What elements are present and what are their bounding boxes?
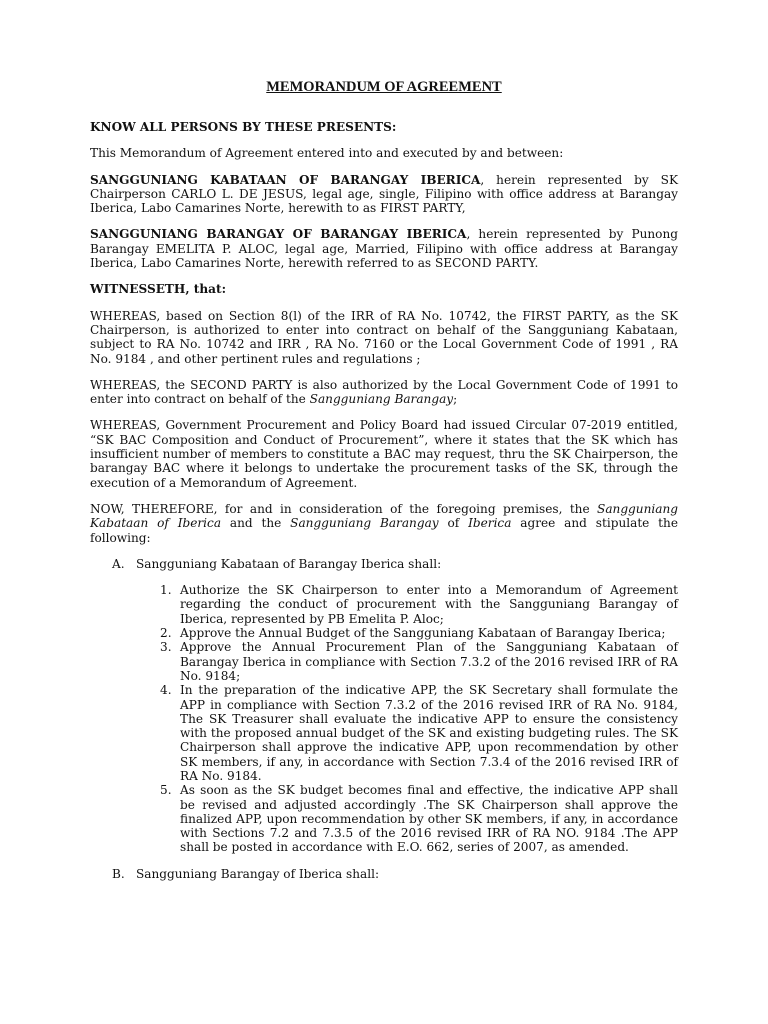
list-item	[160, 626, 678, 640]
now-therefore-text-b: and the	[221, 516, 291, 531]
section-a-title: Sangguniang Kabataan of Barangay Iberica shall:	[136, 556, 442, 571]
section-a-heading	[90, 557, 678, 571]
document-page	[90, 78, 678, 893]
now-therefore-text-c: of	[438, 516, 469, 531]
witnesseth-heading: WITNESSETH, that:	[90, 282, 227, 297]
now-therefore-italic-3: Iberica	[468, 516, 512, 531]
list-item-number: 4.	[160, 683, 172, 698]
second-party-paragraph	[90, 227, 678, 270]
whereas-paragraph-2	[90, 378, 678, 407]
list-item-text: Authorize the SK Chairperson to enter into a Memorandum of Agreement regarding the conduct of procurement with the Sangguniang Barangay of Iberica, represented by PB Emelita P. Aloc;	[180, 583, 678, 626]
section-b-letter: B.	[112, 866, 125, 881]
list-item-number: 3.	[160, 640, 172, 655]
know-all-heading: KNOW ALL PERSONS BY THESE PRESENTS:	[90, 120, 397, 134]
document-title: MEMORANDUM OF AGREEMENT	[266, 79, 502, 95]
first-party-name: SANGGUNIANG KABATAAN OF BARANGAY IBERICA	[90, 172, 481, 187]
second-party-name: SANGGUNIANG BARANGAY OF BARANGAY IBERICA	[90, 227, 467, 242]
list-item-text: Approve the Annual Budget of the Sangguniang Kabataan of Barangay Iberica;	[180, 626, 666, 641]
now-therefore-paragraph	[90, 502, 678, 545]
whereas-2-text: WHEREAS, the SECOND PARTY is also authorized by the Local Government Code of 1991 to enter into contract on behalf of the	[90, 377, 678, 407]
first-party-paragraph	[90, 173, 678, 216]
list-item-number: 1.	[160, 583, 172, 598]
now-therefore-text-d: agree and stipulate the following:	[90, 516, 678, 545]
whereas-2-end: ;	[453, 392, 458, 407]
whereas-paragraph-1: WHEREAS, based on Section 8(l) of the IRR of RA No. 10742, the FIRST PARTY, as the SK Chairperson, is authorized to enter into contract on behalf of the Sangguniang Kabataan, subject to RA No. 10742 and IRR , RA No. 7160 or the Local Government Code of 1991 , RA No. 9184 , and other pertinent rules and regulations ;	[90, 308, 678, 366]
whereas-paragraph-3: WHEREAS, Government Procurement and Policy Board had issued Circular 07-2019 entitled, “SK BAC Composition and Conduct of Procurement”, where it states that the SK which has insufficient number of members to constitute a BAC may request, thru the SK Chairperson, the barangay BAC where it belongs to undertake the procurement tasks of the SK, through the execution of a Memorandum of Agreement.	[90, 418, 678, 490]
section-a-list	[90, 583, 678, 855]
intro-paragraph: This Memorandum of Agreement entered into and executed by and between:	[90, 146, 564, 161]
section-b-title: Sangguniang Barangay of Iberica shall:	[136, 866, 380, 881]
list-item	[160, 783, 678, 854]
list-item-text: In the preparation of the indicative APP, the SK Secretary shall formulate the APP in compliance with Section 7.3.2 of the 2016 revised IRR of RA No. 9184, The SK Treasurer shall evaluate the indicative APP to ensure the consistency with the proposed annual budget of the SK and existing budgeting rules. The SK Chairperson shall approve the indicative APP, upon recommendation by other SK members, if any, in accordance with Section 7.3.4 of the 2016 revised IRR of RA No. 9184.	[180, 683, 678, 783]
now-therefore-italic-1: Sangguniang Kabataan of Iberica	[90, 501, 678, 531]
list-item	[160, 683, 678, 783]
list-item-number: 5.	[160, 783, 172, 798]
list-item-text: As soon as the SK budget becomes final and effective, the indicative APP shall be revised and adjusted accordingly .The SK Chairperson shall approve the finalized APP, upon recommendation by other SK members, if any, in accordance with Sections 7.2 and 7.3.5 of the 2016 revised IRR of RA NO. 9184 .The APP shall be posted in accordance with E.O. 662, series of 2007, as amended.	[180, 783, 678, 855]
list-item	[160, 640, 678, 683]
first-party-text: , herein represented by SK Chairperson CARLO L. DE JESUS, legal age, single, Filipino with office address at Barangay Iberica, Labo Camarines Norte, herewith to as FIRST PARTY,	[90, 172, 678, 216]
section-a-letter: A.	[112, 556, 125, 571]
whereas-2-italic: Sangguniang Barangay	[309, 392, 454, 407]
list-item-text: Approve the Annual Procurement Plan of the Sangguniang Kabataan of Barangay Iberica in compliance with Section 7.3.2 of the 2016 revised IRR of RA No. 9184;	[180, 640, 678, 683]
now-therefore-italic-2: Sangguniang Barangay	[290, 516, 439, 531]
list-item	[160, 583, 678, 626]
section-b-heading	[90, 867, 678, 881]
now-therefore-text-a: NOW, THEREFORE, for and in consideration of the foregoing premises, the	[90, 501, 598, 516]
second-party-text: , herein represented by Punong Barangay EMELITA P. ALOC, legal age, Married, Filipino with office address at Barangay Iberica, Labo Camarines Norte, herewith referred to as SECOND PARTY.	[90, 227, 678, 271]
list-item-number: 2.	[160, 626, 172, 641]
